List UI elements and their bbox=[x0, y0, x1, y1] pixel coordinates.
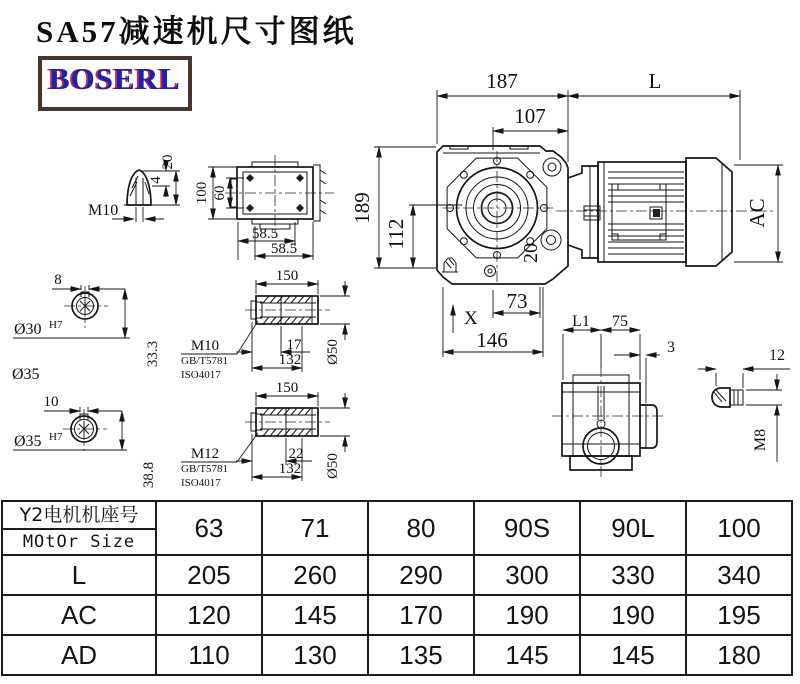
plug-detail-view bbox=[88, 155, 180, 223]
dim-73-label: 73 bbox=[506, 289, 528, 313]
end-dim-L1-label: L1 bbox=[572, 313, 590, 330]
motor-size-63: 63 bbox=[156, 501, 262, 555]
hollow-bottom-bore-label: Ø50 bbox=[325, 453, 341, 479]
dim-L-label: L bbox=[648, 69, 662, 93]
shaft35-key-width-label: 10 bbox=[43, 394, 59, 410]
flange-dim-100-label: 100 bbox=[194, 181, 210, 205]
motor-size-table bbox=[1, 500, 793, 676]
L-value: 290 bbox=[368, 555, 474, 595]
L-value: 205 bbox=[156, 555, 262, 595]
dim-20-label: 20 bbox=[520, 243, 542, 263]
L-value: 340 bbox=[686, 555, 792, 595]
hollow-top-length-label: 150 bbox=[275, 268, 299, 284]
dim-AC-label: AC bbox=[745, 198, 769, 228]
brand-logo-text: BOSERL bbox=[49, 61, 181, 96]
hollow-top-bore-label: Ø50 bbox=[325, 339, 341, 365]
hollow-shaft-top bbox=[181, 268, 350, 381]
motor bbox=[556, 158, 774, 266]
page-title: SA57减速机尺寸图纸 bbox=[36, 14, 357, 49]
flange-dim-60-label: 60 bbox=[212, 185, 228, 201]
plug-dim-4-label: 4 bbox=[148, 176, 164, 184]
AD-value: 110 bbox=[156, 635, 262, 675]
hollow-top-dim-132-label: 132 bbox=[278, 352, 302, 368]
flange-dim-58-5b-label: 58.5 bbox=[270, 241, 298, 257]
dim-187-label: 187 bbox=[486, 69, 518, 93]
main-side-view bbox=[350, 69, 783, 357]
hollow-shaft-bottom bbox=[181, 380, 350, 489]
hollow-bottom-dim-22-label: 22 bbox=[288, 446, 304, 462]
bolt-detail-view bbox=[698, 347, 790, 462]
dim-146-label: 146 bbox=[476, 328, 508, 352]
motor-size-90L: 90L bbox=[580, 501, 686, 555]
hollow-top-thread-label: M10 bbox=[190, 338, 220, 354]
AC-value: 120 bbox=[156, 595, 262, 635]
L-value: 260 bbox=[262, 555, 368, 595]
fan-cover bbox=[686, 158, 732, 266]
hollow-bottom-std-gb-label: GB/T5781 bbox=[181, 463, 229, 475]
shaft35-key-depth-label: 38.8 bbox=[141, 461, 157, 489]
bolt-thread-label: M8 bbox=[752, 428, 769, 452]
shaft35-bore-label: Ø35 bbox=[14, 433, 42, 450]
plug-thread-label: M10 bbox=[88, 202, 119, 219]
motor-size-header-cn: Y2电机机座号 bbox=[3, 502, 155, 530]
flange-top-view bbox=[194, 155, 334, 260]
shaft30-outer-label: Ø35 bbox=[12, 366, 40, 383]
AD-value: 145 bbox=[474, 635, 580, 675]
drain-plug bbox=[442, 258, 458, 272]
bolt-dim-12-label: 12 bbox=[769, 347, 785, 364]
AD-value: 180 bbox=[686, 635, 792, 675]
motor-size-header-cell bbox=[2, 501, 156, 555]
main-view-dimensions bbox=[350, 69, 783, 357]
table-header-row bbox=[2, 501, 792, 555]
L-value: 330 bbox=[580, 555, 686, 595]
dim-112-label: 112 bbox=[384, 218, 408, 250]
AC-value: 170 bbox=[368, 595, 474, 635]
hollow-bottom-thread-label: M12 bbox=[190, 446, 220, 462]
table-row-AD bbox=[2, 635, 792, 675]
shaft-section-35 bbox=[13, 394, 157, 488]
shaft-section-30 bbox=[12, 272, 161, 383]
hollow-bottom-dim-132-label: 132 bbox=[278, 461, 302, 477]
AC-value: 190 bbox=[580, 595, 686, 635]
row-label-AD: AD bbox=[2, 635, 156, 675]
motor-size-90S: 90S bbox=[474, 501, 580, 555]
AD-value: 130 bbox=[262, 635, 368, 675]
hollow-bottom-length-label: 150 bbox=[275, 380, 299, 396]
hollow-top-dim-17-label: 17 bbox=[286, 337, 302, 353]
hollow-top-std-gb-label: GB/T5781 bbox=[181, 355, 229, 367]
AC-value: 145 bbox=[262, 595, 368, 635]
shaft35-bore-tol-label: H7 bbox=[49, 431, 63, 443]
AC-value: 190 bbox=[474, 595, 580, 635]
row-label-L: L bbox=[2, 555, 156, 595]
flange-dim-58-5a-label: 58.5 bbox=[251, 226, 279, 242]
dim-107-label: 107 bbox=[514, 104, 546, 128]
shaft30-bore-label: Ø30 bbox=[14, 321, 42, 338]
motor-size-100: 100 bbox=[686, 501, 792, 555]
shaft30-key-depth-label: 33.3 bbox=[145, 340, 161, 368]
motor-size-header-en: MOtOr Size bbox=[22, 532, 136, 552]
end-dim-75-label: 75 bbox=[612, 313, 628, 330]
row-label-AC: AC bbox=[2, 595, 156, 635]
dim-189-label: 189 bbox=[350, 192, 374, 224]
hollow-top-std-iso-label: ISO4017 bbox=[181, 369, 221, 381]
L-value: 300 bbox=[474, 555, 580, 595]
AD-value: 135 bbox=[368, 635, 474, 675]
gearbox-end-view bbox=[552, 313, 675, 480]
plug-dim-20-label: 20 bbox=[160, 154, 176, 170]
AC-value: 195 bbox=[686, 595, 792, 635]
motor-size-80: 80 bbox=[368, 501, 474, 555]
motor-adapter bbox=[568, 166, 600, 258]
hollow-bottom-std-iso-label: ISO4017 bbox=[181, 477, 221, 489]
dim-X-label: X bbox=[464, 308, 478, 329]
table-row-L bbox=[2, 555, 792, 595]
end-dim-3-label: 3 bbox=[667, 339, 675, 356]
shaft30-bore-tol-label: H7 bbox=[49, 319, 63, 331]
table-row-AC bbox=[2, 595, 792, 635]
shaft30-key-width-label: 8 bbox=[54, 272, 62, 288]
motor-size-71: 71 bbox=[262, 501, 368, 555]
AD-value: 145 bbox=[580, 635, 686, 675]
